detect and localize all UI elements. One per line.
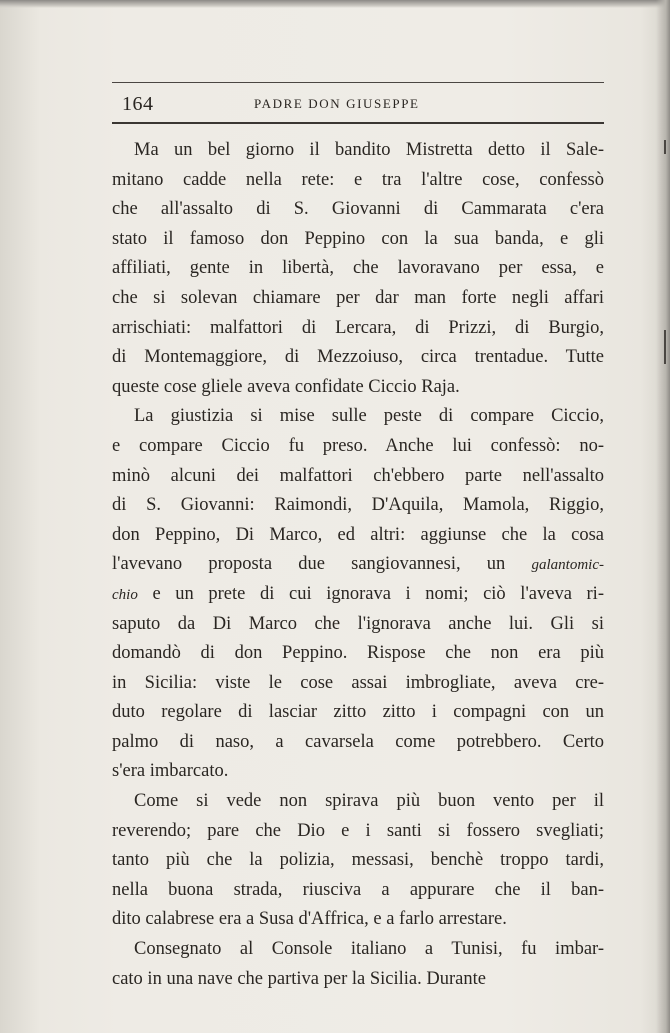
text-line: don Peppino, Di Marco, ed altri: aggiunse che la cosa: [112, 524, 604, 545]
text-line: Come si vede non spirava più buon vento per il: [134, 791, 604, 812]
text-line: affiliati, gente in libertà, che lavoravano per essa, e: [112, 258, 604, 279]
paragraph: [112, 935, 604, 994]
running-title: PADRE DON GIUSEPPE: [254, 96, 420, 111]
text-line: chio e un prete di cui ignorava i nomi; ciò l'aveva ri-: [112, 583, 604, 604]
header-rule-top: [112, 82, 604, 83]
paragraph: [112, 136, 604, 402]
page-right-edge: [656, 0, 670, 1033]
page-number: 164: [122, 93, 154, 115]
text-line: La giustizia si mise sulle peste di compare Ciccio,: [134, 406, 604, 427]
text-line: domandò di don Peppino. Rispose che non era più: [112, 643, 604, 664]
text-line: palmo di naso, a cavarsela come potrebbero. Certo: [112, 731, 604, 752]
text-line: s'era imbarcato.: [112, 761, 229, 782]
paragraph: [112, 402, 604, 787]
text-line: dito calabrese era a Susa d'Affrica, e a farlo arrestare.: [112, 909, 507, 930]
text-line: e compare Ciccio fu preso. Anche lui confessò: no-: [112, 435, 604, 456]
text-line: duto regolare di lasciar zitto zitto i compagni con un: [112, 702, 604, 723]
text-line: di Montemaggiore, di Mezzoiuso, circa trentadue. Tutte: [112, 347, 604, 368]
italic-word: chio: [112, 586, 138, 603]
italic-word: galantomic-: [531, 557, 604, 574]
text-line: che all'assalto di S. Giovanni di Cammarata c'era: [112, 199, 604, 220]
text-line: saputo da Di Marco che l'ignorava anche lui. Gli si: [112, 613, 604, 634]
text-line: Consegnato al Console italiano a Tunisi, fu imbar-: [134, 939, 604, 960]
page-header: [112, 82, 604, 126]
text-line: cato in una nave che partiva per la Sicilia. Durante: [112, 968, 486, 989]
text-line: minò alcuni dei malfattori ch'ebbero parte nell'assalto: [112, 465, 604, 486]
margin-mark: [664, 330, 666, 364]
paragraph: [112, 787, 604, 935]
text-line: mitano cadde nella rete: e tra l'altre cose, confessò: [112, 169, 604, 190]
text-line: arrischiati: malfattori di Lercara, di Prizzi, di Burgio,: [112, 317, 604, 338]
page-top-edge: [0, 0, 670, 8]
text-line: di S. Giovanni: Raimondi, D'Aquila, Mamola, Riggio,: [112, 495, 604, 516]
text-line: tanto più che la polizia, messasi, benchè troppo tardi,: [112, 850, 604, 871]
text-line: Ma un bel giorno il bandito Mistretta detto il Sale-: [134, 140, 604, 160]
text-line: nella buona strada, riusciva a appurare che il ban-: [112, 879, 604, 900]
body-text: [112, 136, 604, 994]
text-line: l'avevano proposta due sangiovannesi, un galantomic-: [112, 554, 604, 575]
text-line: in Sicilia: viste le cose assai imbrogliate, aveva cre-: [112, 672, 604, 693]
margin-mark: [664, 140, 666, 154]
text-line: reverendo; pare che Dio e i santi si fossero svegliati;: [112, 820, 604, 841]
text-line: stato il famoso don Peppino con la sua banda, e gli: [112, 228, 604, 249]
header-rule-bottom: [112, 122, 604, 124]
text-line: che si solevan chiamare per dar man forte negli affari: [112, 287, 604, 308]
text-line: queste cose gliele aveva confidate Ciccio Raja.: [112, 376, 460, 397]
